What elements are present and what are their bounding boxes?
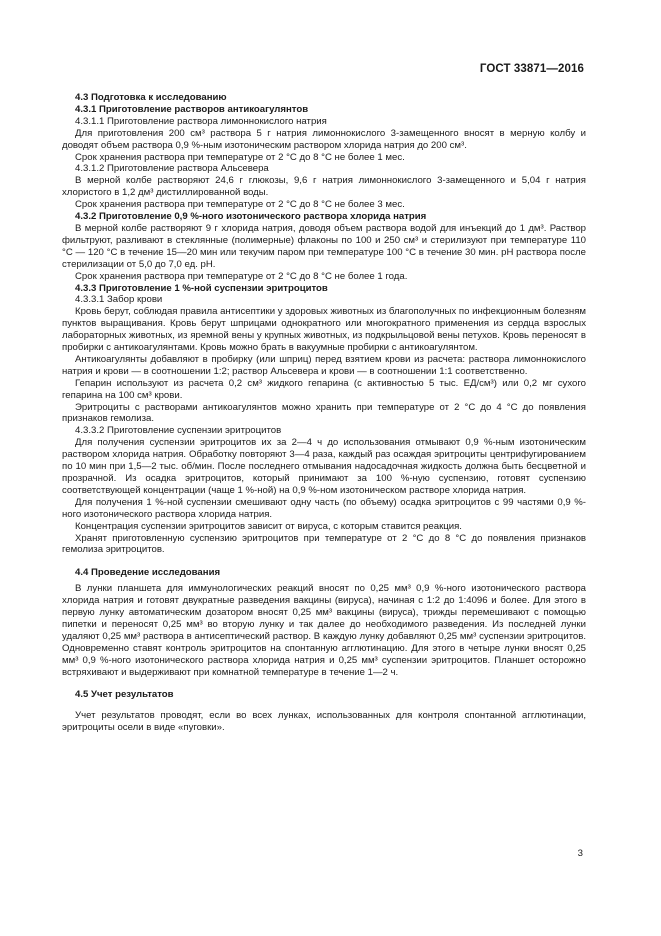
paragraph: В лунки планшета для иммунологических реакций вносят по 0,25 мм³ 0,9 %-ного изотонического раствора хлорида натрия и готовят двукратные разведения вакцины (вируса), начиная с 1:2 до 1:4096 и более. Для этого в первую лунку автоматическим дозатором вносят 0,25 мм³ вакцины (вируса), трижды перемешивают с помощью пипетки и переносят 0,25 мм³ во вторую лунку и так далее до необходимого разведения. Из последней лунки удаляют 0,25 мм³ раствора в антисептический раствор. В каждую лунку добавляют 0,25 мм³ суспензии эритроцитов. Одновременно ставят контроль эритроцитов на спонтанную агглютинацию. Для этого в четыре лунки вносят 0,25 мм³ 0,9 %-ного изотонического раствора хлорида натрия и 0,25 мм³ суспензии эритроцитов. Планшет осторожно встряхивают и выдерживают при комнатной температуре в течение 1—2 ч. (62, 583, 586, 678)
section-heading: 4.3.2 Приготовление 0,9 %-ного изотонического раствора хлорида натрия (75, 211, 427, 223)
paragraph: Антикоагулянты добавляют в пробирку (или шприц) перед взятием крови из расчета: раствора лимоннокислого натрия и крови — в соотношении 1:2; раствор Альсевера и крови — в соотношении 1:1 соответственно. (62, 353, 586, 377)
paragraph: Кровь берут, соблюдая правила антисептики у здоровых животных из благополучных по инфекционным болезням пунктов выращивания. Кровь берут шприцами однократного или многократного применения из сердца взрослых лабораторных животных, из яремной вены у крупных животных, из подкрыльцовой вены петухов. Кровь переносят в пробирки с антикоагулянтами. Кровь можно брать в вакуумные пробирки с антикоагулянтом. (62, 306, 586, 354)
paragraph: Для получения суспензии эритроцитов их за 2—4 ч до использования отмывают 0,9 %-ным изотоническим раствором хлорида натрия. Обработку повторяют 3—4 раза, каждый раз осаждая эритроциты центрифугированием по 10 мин при 1,5—2 тыс. об/мин. После последнего отмывания надосадочная жидкость должна быть бесцветной и прозрачной. Из осадка эритроцитов, который принимают за 100 %-ную суспензию, готовят суспензию соответствующей концентрации (чаще 1 %-ной) на 0,9 %-ном изотоническом растворе хлорида натрия. (62, 437, 586, 496)
paragraph: В мерной колбе растворяют 24,6 г глюкозы, 9,6 г натрия лимоннокислого 3-замещенного и 5,04 г натрия хлористого в 1,2 дм³ дистиллированной воды. (62, 175, 586, 199)
paragraph: Срок хранения раствора при температуре от 2 °С до 8 °С не более 1 мес. (75, 151, 405, 163)
section-heading: 4.3.3 Приготовление 1 %-ной суспензии эритроцитов (75, 282, 328, 294)
paragraph: Срок хранения раствора при температуре от 2 °С до 8 °С не более 3 мес. (75, 199, 405, 211)
paragraph: 4.3.3.2 Приготовление суспензии эритроцитов (75, 425, 282, 437)
section-heading: 4.5 Учет результатов (75, 688, 174, 700)
paragraph: Для приготовления 200 см³ раствора 5 г натрия лимоннокислого 3-замещенного вносят в мерную колбу и доводят объем раствора 0,9 %-ным изотоническим раствором хлорида натрия до 200 см³. (62, 127, 586, 151)
paragraph: Гепарин используют из расчета 0,2 см³ жидкого гепарина (с активностью 5 тыс. ЕД/см³) или 0,2 мг сухого гепарина на 100 см³ крови. (62, 377, 586, 401)
page-number: 3 (577, 848, 583, 859)
paragraph: В мерной колбе растворяют 9 г хлорида натрия, доводя объем раствора водой для инъекций до 1 дм³. Раствор фильтруют, разливают в стеклянные (полимерные) флаконы по 100 и 250 см³ и стерилизуют при температуре 110 °С — 120 °С в течение 15—20 мин или текучим паром при температуре 100 °С в течение 30 мин. рН раствора после стерилизации от 5,0 до 7,0 ед. рН. (62, 222, 586, 270)
paragraph: Концентрация суспензии эритроцитов зависит от вируса, с которым ставится реакция. (75, 520, 462, 532)
paragraph: 4.3.3.1 Забор крови (75, 294, 163, 306)
paragraph: Учет результатов проводят, если во всех лунках, использованных для контроля спонтанной агглютинации, эритроциты осели в виде «пуговки». (62, 710, 586, 734)
standard-number: ГОСТ 33871—2016 (479, 63, 584, 75)
paragraph: Срок хранения раствора при температуре от 2 °С до 8 °С не более 1 года. (75, 270, 408, 282)
paragraph: 4.3.1.1 Приготовление раствора лимоннокислого натрия (75, 115, 327, 127)
paragraph: 4.3.1.2 Приготовление раствора Альсевера (75, 163, 269, 175)
document-body (62, 92, 586, 734)
paragraph: Эритроциты с растворами антикоагулянтов можно хранить при температуре от 2 °С до 4 °С до появления признаков гемолиза. (62, 401, 586, 425)
section-heading: 4.4 Проведение исследования (75, 567, 221, 579)
section-heading: 4.3 Подготовка к исследованию (75, 92, 227, 103)
paragraph: Для получения 1 %-ной суспензии смешивают одну часть (по объему) осадка эритроцитов с 99 частями 0,9 %-ного изотонического раствора хлорида натрия. (62, 496, 586, 520)
paragraph: Хранят приготовленную суспензию эритроцитов при температуре от 2 °С до 8 °С до появления признаков гемолиза эритроцитов. (62, 532, 586, 556)
section-heading: 4.3.1 Приготовление растворов антикоагулянтов (75, 103, 309, 115)
